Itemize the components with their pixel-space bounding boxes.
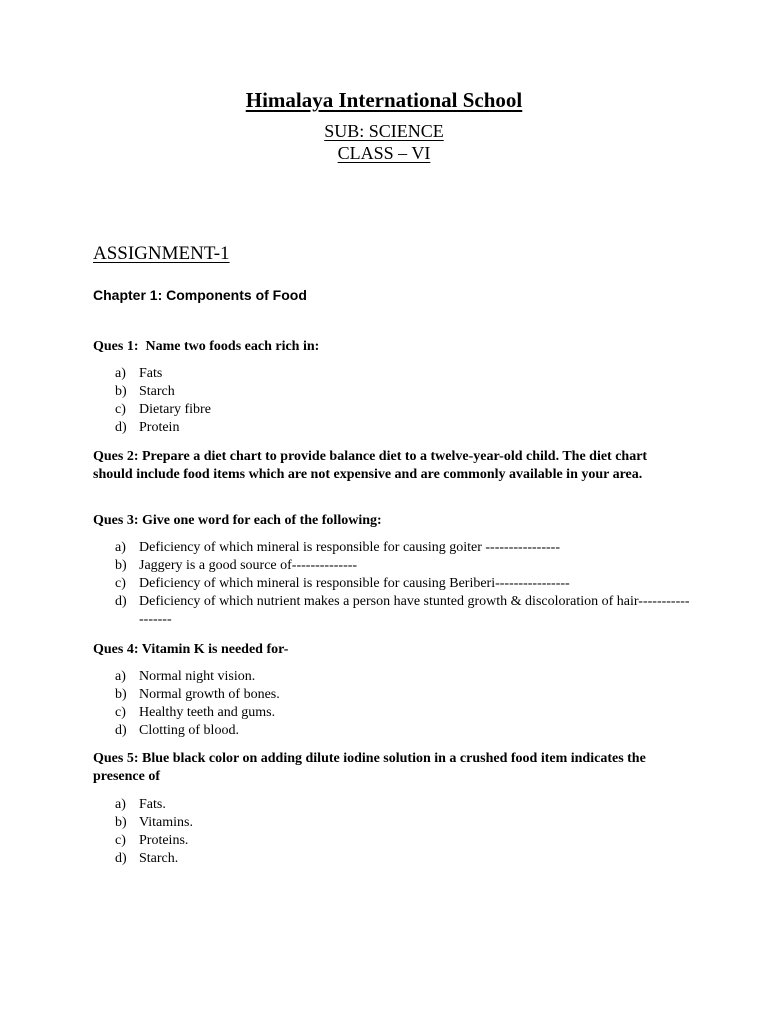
option-letter: c) — [115, 705, 126, 720]
option-text: Dietary fibre — [139, 402, 211, 417]
question-1-options — [115, 365, 690, 437]
option-text: Starch — [139, 384, 175, 399]
question-5: Ques 5: Blue black color on adding dilute iodine solution in a crushed food item indicates the presence of — [93, 751, 650, 784]
option-letter: c) — [115, 402, 126, 417]
option-letter: a) — [115, 366, 126, 381]
question-4-options — [115, 668, 690, 740]
option-text: Deficiency of which mineral is responsible for causing Beriberi---------------- — [139, 576, 570, 591]
option-letter: b) — [115, 815, 127, 830]
list-item — [115, 722, 690, 740]
question-2: Ques 2: Prepare a diet chart to provide balance diet to a twelve-year-old child. The diet chart should include food items which are not expensive and are commonly available in your area. — [93, 449, 651, 482]
option-letter: a) — [115, 540, 126, 555]
question-5-options — [115, 796, 690, 868]
option-text: Jaggery is a good source of-------------- — [139, 558, 358, 573]
list-item — [115, 365, 690, 383]
list-item — [115, 850, 690, 868]
option-text: Fats. — [139, 797, 166, 812]
option-letter: d) — [115, 851, 127, 866]
chapter-title: Chapter 1: Components of Food — [93, 287, 307, 303]
option-letter: c) — [115, 833, 126, 848]
option-text: Protein — [139, 420, 180, 435]
option-letter: c) — [115, 576, 126, 591]
list-item — [115, 814, 690, 832]
list-item — [115, 668, 690, 686]
list-item — [115, 704, 690, 722]
option-text: Normal growth of bones. — [139, 687, 280, 702]
option-letter: b) — [115, 384, 127, 399]
option-text: Normal night vision. — [139, 669, 256, 684]
option-letter: b) — [115, 687, 127, 702]
option-text: Clotting of blood. — [139, 723, 239, 738]
list-item — [115, 575, 690, 593]
question-3: Ques 3: Give one word for each of the following: — [93, 513, 382, 528]
option-text: Proteins. — [139, 833, 189, 848]
option-letter: d) — [115, 420, 127, 435]
option-letter: a) — [115, 669, 126, 684]
list-item — [115, 383, 690, 401]
assignment-title: ASSIGNMENT-1 — [93, 243, 230, 264]
option-letter: b) — [115, 558, 127, 573]
option-text: Vitamins. — [139, 815, 193, 830]
list-item — [115, 832, 690, 850]
option-text: Fats — [139, 366, 163, 381]
option-text: Deficiency of which mineral is responsible for causing goiter ---------------- — [139, 540, 560, 555]
list-item — [115, 557, 690, 575]
list-item — [115, 796, 690, 814]
list-item — [115, 419, 690, 437]
school-name: Himalaya International School — [245, 88, 523, 112]
option-text: Deficiency of which nutrient makes a person have stunted growth & discoloration of hair------------------ — [139, 594, 690, 627]
list-item — [115, 539, 690, 557]
option-letter: d) — [115, 594, 127, 609]
option-text: Starch. — [139, 851, 179, 866]
question-1: Ques 1: Name two foods each rich in: — [93, 339, 320, 354]
question-4: Ques 4: Vitamin K is needed for- — [93, 642, 289, 657]
option-letter: d) — [115, 723, 127, 738]
option-text: Healthy teeth and gums. — [139, 705, 276, 720]
list-item — [115, 401, 690, 419]
list-item — [115, 686, 690, 704]
list-item — [115, 593, 690, 629]
class-line: CLASS – VI — [337, 143, 431, 163]
question-3-options — [115, 539, 690, 629]
subject-line: SUB: SCIENCE — [324, 121, 444, 141]
option-letter: a) — [115, 797, 126, 812]
